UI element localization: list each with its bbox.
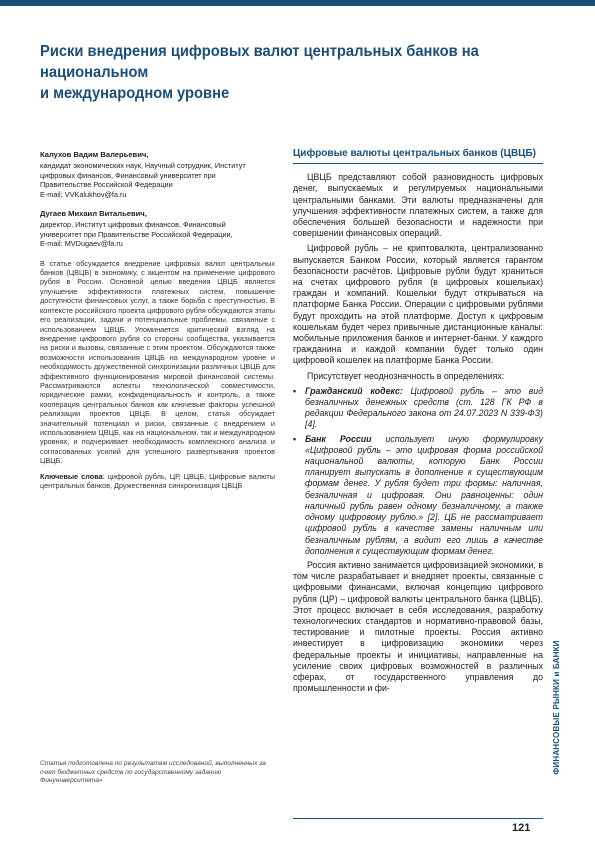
paragraph: ЦВЦБ представляют собой разновидность цифровых денег, выпускаемых и регулируемых национальными центральными банками. Эти валюты предназначены для улучшения эффективности платежных систем, а также для обеспечения большей безопасности и надежности при совершении финансовых операций. [293, 172, 543, 239]
paragraph: Присутствует неоднозначность в определениях: [307, 370, 505, 381]
left-column [40, 150, 275, 490]
author-1-email: E-mail: VVKalukhov@fa.ru [40, 189, 127, 199]
section-sidebar [548, 600, 566, 815]
author-2-line: директор, Институт цифровых финансов, Финансовый [40, 220, 226, 230]
keywords-list: : цифровой рубль, ЦР, ЦВЦБ, Цифровые валюты центральных банков, Дружественная синхронизация ЦВЦБ [40, 471, 275, 490]
section-heading: Цифровые валюты центральных банков (ЦВЦБ) [293, 148, 543, 164]
list-item-term: Гражданский кодекс: [305, 385, 403, 396]
right-column [293, 148, 543, 698]
keywords [40, 472, 275, 491]
author-2-name: Дугаев Михаил Витальевич, [40, 209, 147, 219]
footer-divider [293, 818, 543, 819]
paragraph: Россия активно занимается цифровизацией экономики, в том числе разрабатывает и внедряет проекты, связанные с цифровыми финансами, включая концепцию цифрового рубля (ЦР) – цифровой валюты центрального банка (ЦВЦБ). Этот процесс включает в себя исследования, разработку технологических стандартов и нормативно-правовой базы, тестирование и пилотные проекты. Россия активно инвестирует в цифровизацию экономики через федеральные проекты и инициативы, направленные на усиление своих цифровых возможностей в различных сферах, от государственного управления до промышленности и фи- [293, 559, 543, 694]
list-item [293, 434, 543, 557]
sidebar-label: ФИНАНСОВЫЕ РЫНКИ и БАНКИ [552, 640, 561, 775]
title-line-2: и международном уровне [40, 85, 230, 102]
author-1-line: кандидат экономических наук, Научный сотрудник, Институт [40, 161, 246, 171]
list-item [293, 386, 543, 431]
author-1-line: Правительстве Российской Федерации [40, 180, 173, 190]
bullet-icon: • [293, 433, 297, 444]
article-title [40, 41, 518, 104]
author-1-line: цифровых финансов, Финансовый университет при [40, 170, 216, 180]
author-1-info [40, 161, 275, 199]
abstract [40, 259, 275, 466]
keywords-label: Ключевые слова [40, 471, 103, 481]
paragraph: Цифровой рубль – не криптовалюта, централизованно выпускается Банком России, который является гарантом безопасности расчётов. Цифровые рубли будут храниться на счетах цифрового рубля (в цифровых кошельках) граждан и компаний. Кошельки будут открываться на платформе Банка России. Операции с цифровыми рублями будут проходить на этой платформе. Доступ к цифровым кошелькам будет через привычные дистанционные каналы: мобильные приложения банков и интернет-банки. У каждого гражданина и каждой компании будет только один цифровой кошелек на платформе Банка России. [293, 243, 543, 366]
bullet-icon: • [293, 385, 297, 396]
list-item-text: использует иную формулировку «Цифровой рубль – это цифровая форма российской национальной валюты, которую Банк России планирует выпускать в дополнение к существующим формам денег. У рубля будет три формы: наличная, безналичная и цифровая. Они равноценны: один наличный рубль равен одному безналичному, а также одному цифровому рублю.» [2]. ЦБ не рассматривает цифровой рубль в качестве замены наличным или безналичным рублям, а видит его лишь в качестве дополнения к существующим формам денег. [305, 433, 544, 556]
list-item-term: Банк России [305, 433, 372, 444]
page-number: 121 [512, 822, 531, 834]
author-2-info [40, 220, 275, 248]
author-2-email: E-mail: MVDugaev@fa.ru [40, 239, 123, 249]
funding-note: Статья подготовлена по результатам исследований, выполненных за счет бюджетных средств по государственному заданию Финуниверситета» [40, 760, 266, 785]
abstract-text: В статье обсуждается внедрение цифровых валют центральных банков (ЦВЦБ) в экономику, с акцентом на применение цифрового рубля в России. Основной целью введения ЦВЦБ является улучшение эффективности платежных систем, повышение доступности финансовых услуг, а также борьба с преступностью. В контексте российского проекта цифрового рубля обсуждаются этапы его реализации, задачи и потенциальные проблемы, связанные с использованием ЦВЦБ. Упоминается критический взгляд на внедрение цифрового рубля со стороны сообщества, указывается на риски и вызовы, связанные с этим проектом. Обсуждаются также возможности использования ЦВЦБ на международном уровне и необходимость дружественной синхронизации различных ЦВЦБ для эффективного функционирования мировой финансовой системы. Рассматриваются аспекты технологической совместимости, юридические рамки, конфиденциальность и контроль, а также кооперация центральных банков как ключевые факторы успешной реализации проектов ЦВЦБ. В целом, статья обсуждает значительный потенциал и риски, связанные с внедрением и использованием ЦВЦБ, как на национальном, так и международном уровнях, и подчеркивает необходимость комплексного анализа и согласованных усилий для успешного развертывания проектов ЦВЦБ. [40, 258, 275, 466]
top-color-bar [0, 0, 595, 6]
title-line-1: Риски внедрения цифровых валют центральных банков на национальном [40, 43, 479, 81]
list-item-text: Цифровой рубль – это вид безналичных денежных средств (ст. 128 ГК РФ в редакции Федерального закона от 24.07.2023 N 339-ФЗ) [4]. [305, 385, 544, 430]
author-2-line: университет при Правительстве Российской Федерации, [40, 229, 233, 239]
author-1-name: Калухов Вадим Валерьевич, [40, 150, 149, 159]
